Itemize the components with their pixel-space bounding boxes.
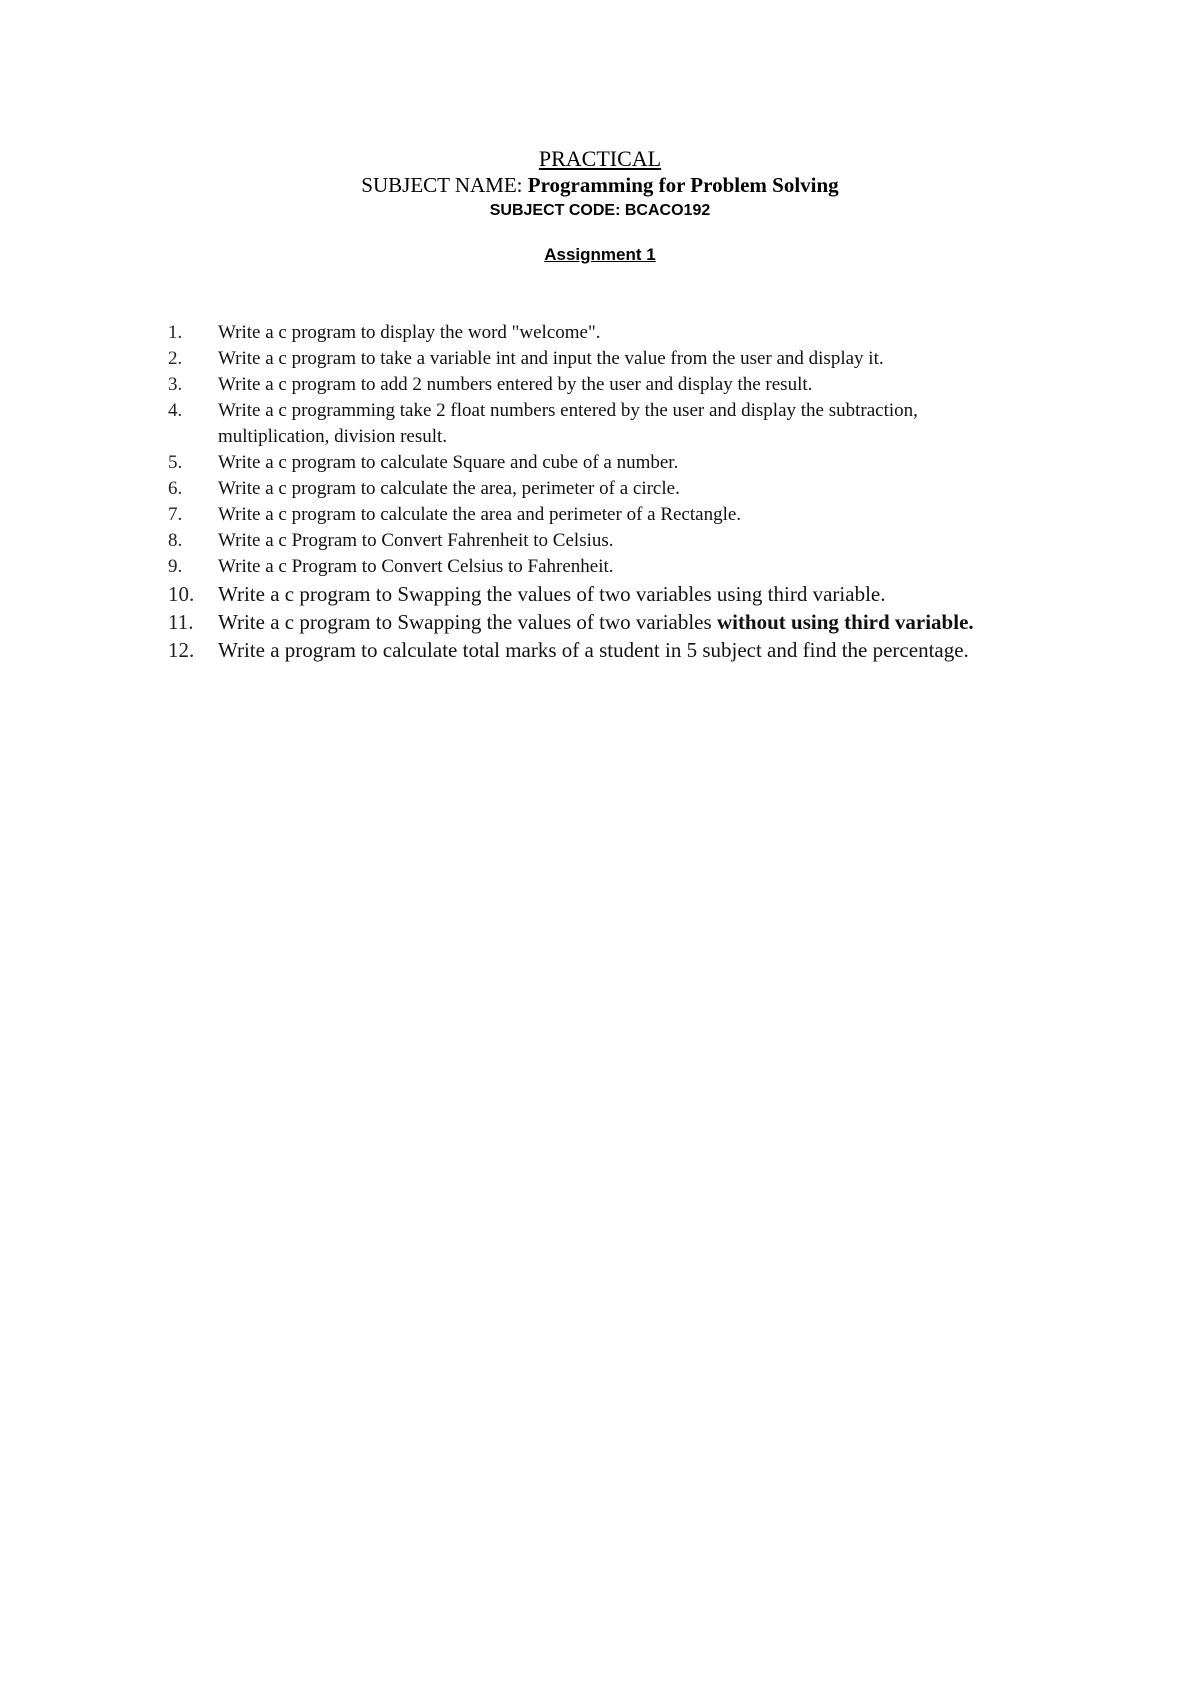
subject-name-label: SUBJECT NAME: bbox=[361, 173, 528, 197]
item-text: Write a c program to add 2 numbers entered by the user and display the result. bbox=[218, 374, 813, 395]
item-text: Write a c program to display the word "welcome". bbox=[218, 322, 601, 343]
list-item bbox=[168, 476, 1048, 502]
item-number: 8. bbox=[168, 530, 183, 551]
list-item bbox=[168, 502, 1048, 528]
item-number: 1. bbox=[168, 322, 183, 343]
item-text-regular: Write a c program to Swapping the values of two variables bbox=[218, 610, 717, 634]
item-number: 5. bbox=[168, 452, 183, 473]
item-text: Write a c program to take a variable int and input the value from the user and display it. bbox=[218, 348, 884, 369]
list-item bbox=[168, 398, 1048, 450]
assignment-list bbox=[168, 320, 1048, 664]
assignment-heading: Assignment 1 bbox=[544, 245, 656, 264]
item-text-bold: without using third variable. bbox=[716, 610, 974, 634]
item-text: Write a c Program to Convert Celsius to Fahrenheit. bbox=[218, 556, 614, 577]
list-item bbox=[168, 372, 1048, 398]
item-number: 4. bbox=[168, 400, 183, 421]
item-text bbox=[218, 608, 1008, 636]
item-text: Write a c programming take 2 float numbers entered by the user and display the subtraction, multiplication, division result. bbox=[218, 400, 918, 447]
item-number: 7. bbox=[168, 504, 183, 525]
item-number: 9. bbox=[168, 556, 183, 577]
list-item bbox=[168, 346, 1048, 372]
list-item bbox=[168, 554, 1048, 580]
item-text: Write a c program to calculate the area and perimeter of a Rectangle. bbox=[218, 504, 742, 525]
list-item bbox=[168, 580, 1048, 608]
item-text: Write a c program to calculate Square and cube of a number. bbox=[218, 452, 679, 473]
item-text: Write a program to calculate total marks of a student in 5 subject and find the percentage. bbox=[218, 638, 969, 662]
list-item bbox=[168, 320, 1048, 346]
item-text: Write a c program to calculate the area, perimeter of a circle. bbox=[218, 478, 680, 499]
list-item bbox=[168, 608, 1048, 636]
item-number: 6. bbox=[168, 478, 183, 499]
list-item bbox=[168, 450, 1048, 476]
item-number: 2. bbox=[168, 348, 183, 369]
subject-name bbox=[0, 172, 1200, 198]
item-text: Write a c program to Swapping the values of two variables using third variable. bbox=[218, 582, 886, 606]
subject-name-value: Programming for Problem Solving bbox=[527, 173, 839, 197]
item-text: Write a c Program to Convert Fahrenheit to Celsius. bbox=[218, 530, 614, 551]
item-number: 12. bbox=[168, 638, 195, 662]
item-number: 10. bbox=[168, 582, 195, 606]
list-item bbox=[168, 528, 1048, 554]
item-number: 11. bbox=[168, 610, 194, 634]
document-header bbox=[0, 146, 1200, 267]
practical-title: PRACTICAL bbox=[538, 146, 662, 171]
subject-code: SUBJECT CODE: BCACO192 bbox=[489, 202, 711, 219]
item-number: 3. bbox=[168, 374, 183, 395]
list-item bbox=[168, 636, 1048, 664]
